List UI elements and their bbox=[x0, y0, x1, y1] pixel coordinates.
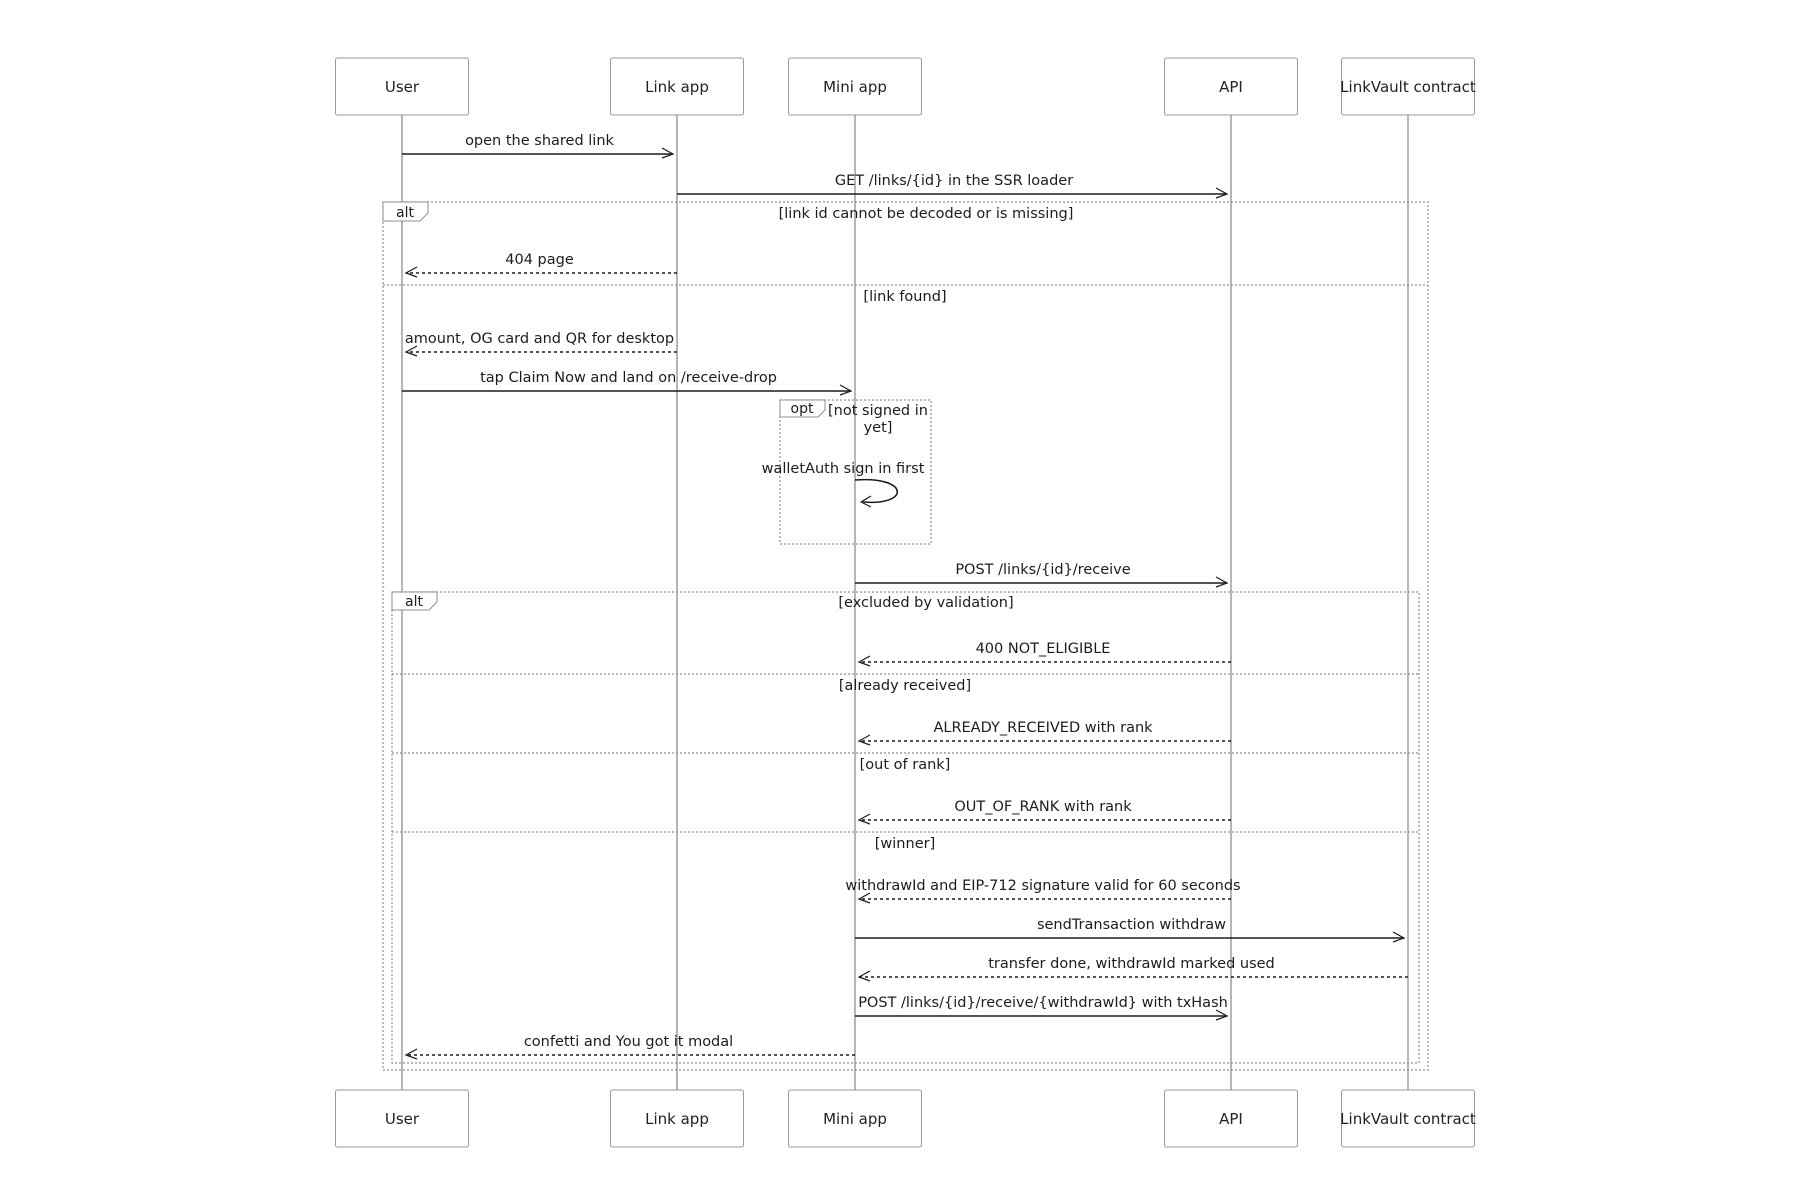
arrowhead bbox=[1216, 577, 1227, 587]
actor-label: LinkVault contract bbox=[1340, 1110, 1476, 1128]
actor-label: User bbox=[384, 1110, 420, 1128]
message-2 bbox=[677, 173, 1227, 198]
arrowhead bbox=[859, 656, 870, 666]
actor-box-vault bbox=[1340, 1090, 1476, 1147]
actor-box-mini bbox=[789, 58, 922, 115]
actor-label: Mini app bbox=[823, 1110, 887, 1128]
frame-tag-alt: alt bbox=[405, 594, 423, 610]
message-label: walletAuth sign in first bbox=[761, 461, 925, 477]
message-12 bbox=[855, 917, 1404, 942]
message-label: withdrawId and EIP-712 signature valid for 60 seconds bbox=[845, 878, 1241, 894]
actor-box-api bbox=[1165, 1090, 1298, 1147]
actor-box-user bbox=[336, 58, 469, 115]
message-label: open the shared link bbox=[465, 133, 614, 149]
frame-condition: yet] bbox=[863, 420, 893, 436]
frame-condition: [winner] bbox=[874, 836, 936, 852]
message-13 bbox=[859, 956, 1408, 981]
self-call-loop bbox=[855, 480, 897, 503]
actor-label: Link app bbox=[645, 78, 709, 96]
message-3 bbox=[406, 252, 677, 277]
message-label: ALREADY_RECEIVED with rank bbox=[933, 720, 1153, 736]
message-11 bbox=[845, 878, 1240, 903]
arrowhead bbox=[1216, 188, 1227, 198]
message-label: POST /links/{id}/receive/{withdrawId} with txHash bbox=[858, 995, 1228, 1011]
message-label: transfer done, withdrawId marked used bbox=[988, 956, 1275, 972]
frame-condition: [excluded by validation] bbox=[838, 595, 1014, 611]
message-label: confetti and You got it modal bbox=[523, 1034, 734, 1050]
actor-label: Mini app bbox=[823, 78, 887, 96]
actor-label: Link app bbox=[645, 1110, 709, 1128]
frame-condition: [out of rank] bbox=[859, 757, 951, 773]
message-label: 404 page bbox=[505, 252, 574, 268]
actor-label: API bbox=[1219, 78, 1243, 96]
arrowhead bbox=[859, 814, 870, 824]
frame-condition: [link found] bbox=[863, 289, 947, 305]
arrowhead bbox=[406, 346, 417, 356]
frame-condition: [already received] bbox=[838, 678, 972, 694]
message-10 bbox=[859, 799, 1231, 824]
message-label: GET /links/{id} in the SSR loader bbox=[834, 173, 1074, 189]
actor-box-vault bbox=[1340, 58, 1476, 115]
message-7 bbox=[855, 562, 1227, 587]
message-label: sendTransaction withdraw bbox=[1036, 917, 1227, 933]
message-15 bbox=[406, 1034, 855, 1059]
frame-condition: [link id cannot be decoded or is missing] bbox=[778, 206, 1074, 222]
arrowhead bbox=[662, 148, 673, 158]
message-5 bbox=[402, 370, 851, 395]
actor-box-api bbox=[1165, 58, 1298, 115]
actor-label: API bbox=[1219, 1110, 1243, 1128]
arrowhead bbox=[840, 385, 851, 395]
message-label: amount, OG card and QR for desktop bbox=[404, 331, 675, 347]
actor-label: User bbox=[384, 78, 420, 96]
message-label: POST /links/{id}/receive bbox=[955, 562, 1131, 578]
message-6 bbox=[762, 461, 925, 507]
arrowhead bbox=[406, 267, 417, 277]
frame-tag-alt: alt bbox=[396, 205, 414, 221]
arrowhead bbox=[406, 1049, 417, 1059]
arrowhead bbox=[859, 893, 870, 903]
message-8 bbox=[859, 641, 1231, 666]
arrowhead bbox=[859, 971, 870, 981]
message-14 bbox=[855, 995, 1228, 1020]
actor-box-link bbox=[611, 1090, 744, 1147]
actor-box-mini bbox=[789, 1090, 922, 1147]
arrowhead bbox=[1393, 932, 1404, 942]
message-label: 400 NOT_ELIGIBLE bbox=[975, 641, 1111, 657]
actor-box-link bbox=[611, 58, 744, 115]
message-1 bbox=[402, 133, 673, 158]
message-label: OUT_OF_RANK with rank bbox=[954, 799, 1132, 815]
message-9 bbox=[859, 720, 1231, 745]
frame-tag-opt: opt bbox=[790, 401, 814, 417]
message-4 bbox=[405, 331, 677, 356]
frame-condition: [not signed in bbox=[828, 403, 928, 419]
actor-label: LinkVault contract bbox=[1340, 78, 1476, 96]
actor-box-user bbox=[336, 1090, 469, 1147]
arrowhead bbox=[859, 735, 870, 745]
arrowhead bbox=[1216, 1010, 1227, 1020]
message-label: tap Claim Now and land on /receive-drop bbox=[480, 370, 777, 386]
